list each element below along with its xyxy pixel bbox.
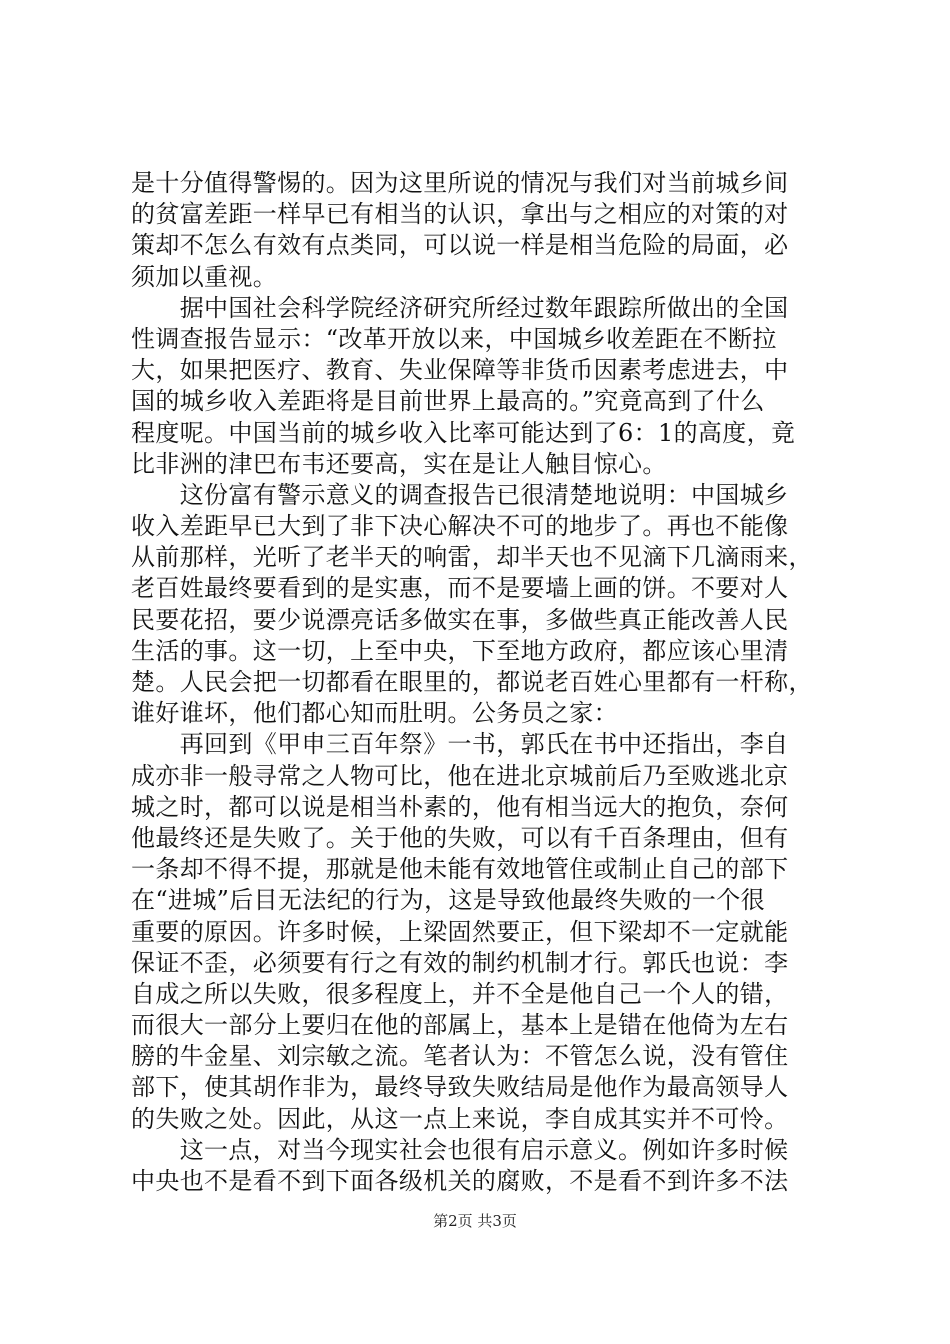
text-line: 生活的事。这一切，上至中央，下至地方政府，都应该心里清 bbox=[131, 636, 789, 665]
text-line: 成亦非一般寻常之人物可比，他在进北京城前后乃至败逃北京 bbox=[131, 761, 789, 790]
text-line: 国的城乡收入差距将是目前世界上最高的。”究竟高到了什么 bbox=[131, 387, 765, 416]
text-line: 据中国社会科学院经济研究所经过数年跟踪所做出的全国 bbox=[131, 293, 789, 322]
text-line: 比非洲的津巴布韦还要高，实在是让人触目惊心。 bbox=[131, 449, 667, 478]
text-line: 保证不歪，必须要有行之有效的制约机制才行。郭氏也说：李 bbox=[131, 948, 789, 977]
text-line: 程度呢。中国当前的城乡收入比率可能达到了6：1的高度，竟 bbox=[131, 418, 796, 447]
text-line: 部下，使其胡作非为，最终导致失败结局是他作为最高领导人 bbox=[131, 1073, 789, 1102]
text-line: 一条却不得不提，那就是他未能有效地管住或制止自己的部下 bbox=[131, 855, 789, 884]
text-line: 膀的牛金星、刘宗敏之流。笔者认为：不管怎么说，没有管住 bbox=[131, 1042, 789, 1071]
text-line: 谁好谁坏，他们都心知而肚明。公务员之家： bbox=[131, 699, 618, 728]
text-line: 这一点，对当今现实社会也很有启示意义。例如许多时候 bbox=[131, 1135, 789, 1164]
text-line: 楚。人民会把一切都看在眼里的，都说老百姓心里都有一杆称， bbox=[131, 668, 813, 696]
text-line: 这份富有警示意义的调查报告已很清楚地说明：中国城乡 bbox=[131, 480, 789, 509]
text-line: 而很大一部分上要归在他的部属上，基本上是错在他倚为左右 bbox=[131, 1011, 789, 1040]
body-text bbox=[131, 168, 831, 1197]
text-line: 策却不怎么有效有点类同，可以说一样是相当危险的局面，必 bbox=[131, 231, 789, 260]
text-line: 的失败之处。因此，从这一点上来说，李自成其实并不可怜。 bbox=[131, 1104, 789, 1133]
text-line: 城之时，都可以说是相当朴素的，他有相当远大的抱负，奈何 bbox=[131, 792, 789, 821]
text-line: 老百姓最终要看到的是实惠，而不是要墙上画的饼。不要对人 bbox=[131, 574, 789, 603]
text-line: 中央也不是看不到下面各级机关的腐败，不是看不到许多不法 bbox=[131, 1167, 789, 1195]
text-line: 从前那样，光听了老半天的响雷，却半天也不见滴下几滴雨来， bbox=[131, 543, 813, 572]
text-line: 再回到《甲申三百年祭》一书，郭氏在书中还指出，李自 bbox=[131, 730, 789, 759]
text-line: 收入差距早已大到了非下决心解决不可的地步了。再也不能像 bbox=[131, 512, 789, 541]
page-number-footer: 第2页 共3页 bbox=[433, 1212, 517, 1230]
text-line: 民要花招，要少说漂亮话多做实在事，多做些真正能改善人民 bbox=[131, 605, 789, 634]
text-line: 自成之所以失败，很多程度上，并不全是他自己一个人的错， bbox=[131, 979, 789, 1008]
text-line: 的贫富差距一样早已有相当的认识，拿出与之相应的对策的对 bbox=[131, 200, 789, 229]
text-line: 他最终还是失败了。关于他的失败，可以有千百条理由，但有 bbox=[131, 823, 789, 852]
text-line: 性调查报告显示：“改革开放以来，中国城乡收差距在不断拉 bbox=[131, 324, 777, 353]
text-line: 大，如果把医疗、教育、失业保障等非货币因素考虑进去，中 bbox=[131, 356, 789, 385]
text-line: 是十分值得警惕的。因为这里所说的情况与我们对当前城乡间 bbox=[131, 169, 789, 197]
text-line: 须加以重视。 bbox=[131, 262, 278, 291]
text-line: 在“进城”后目无法纪的行为，这是导致他最终失败的一个很 bbox=[131, 886, 765, 915]
text-line: 重要的原因。许多时候，上梁固然要正，但下梁却不一定就能 bbox=[131, 917, 789, 946]
